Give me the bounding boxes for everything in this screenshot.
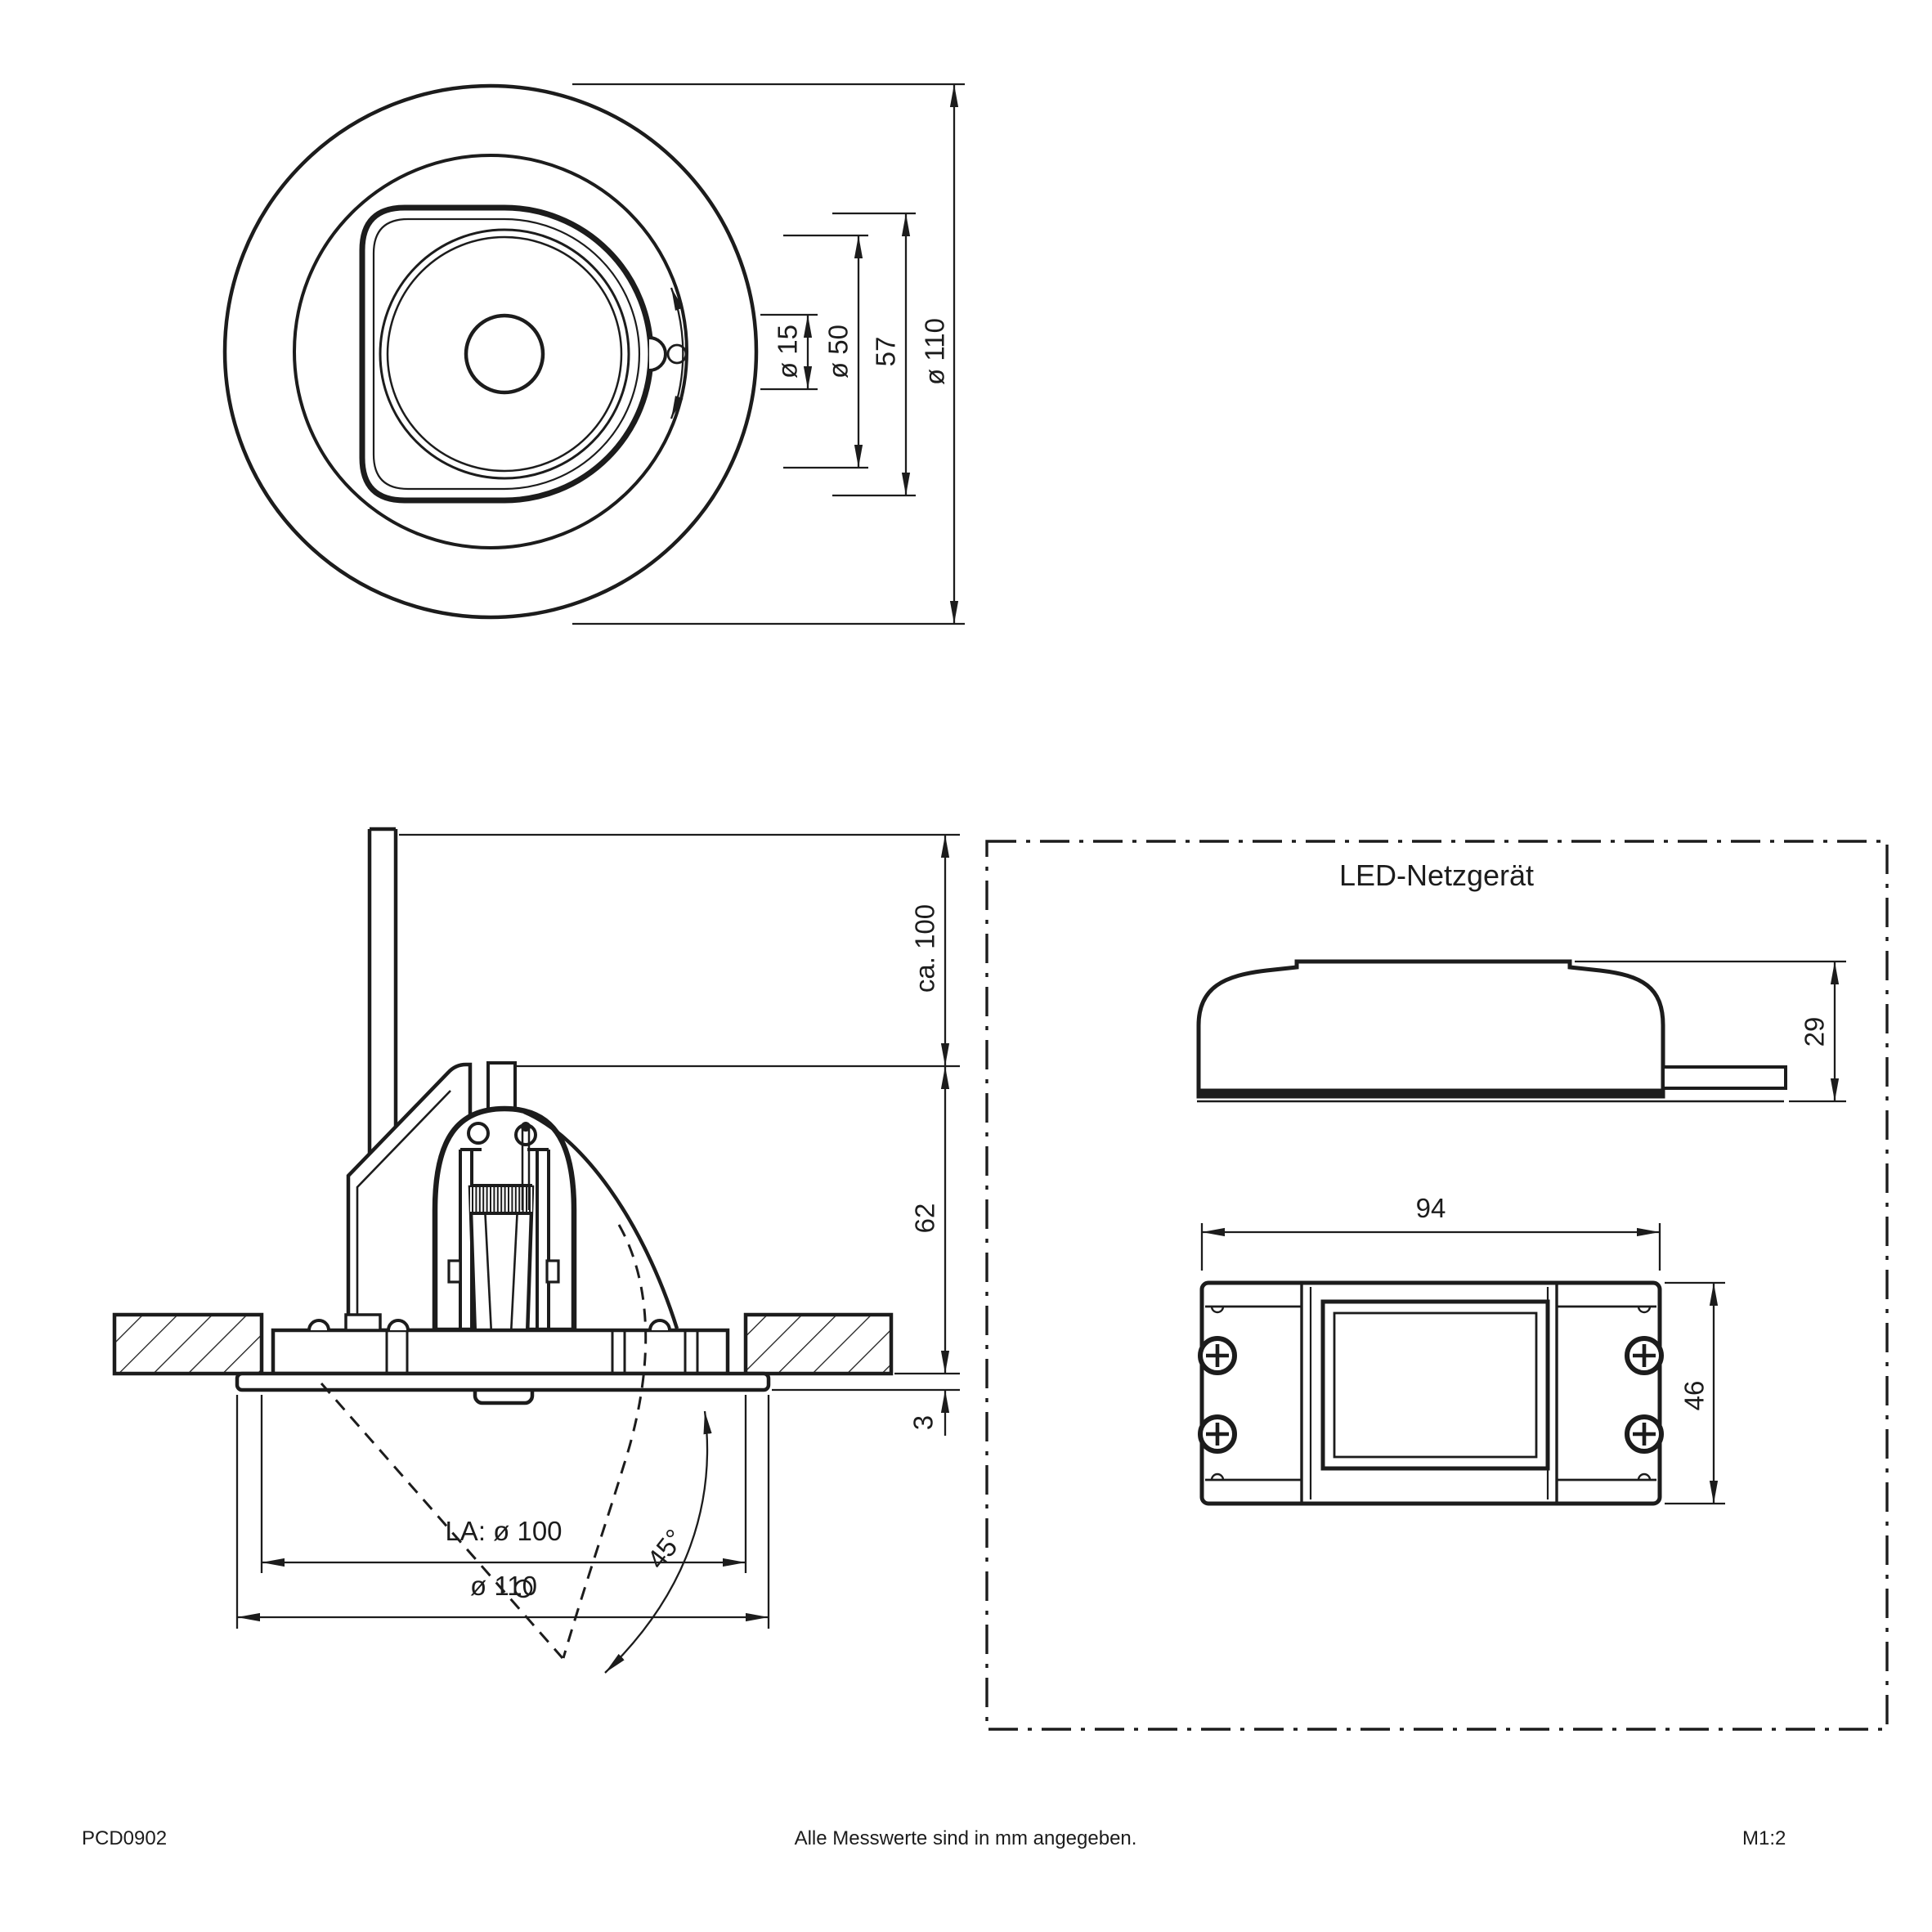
ceiling-section-left [114, 1315, 262, 1374]
housing-base-band [273, 1330, 728, 1374]
gimbal-insert-outline [362, 208, 651, 500]
housing-lug [650, 1320, 670, 1330]
plate-foot-block [346, 1315, 380, 1330]
drawing-number: PCD0902 [82, 1827, 168, 1849]
screw-icon [1200, 1417, 1235, 1451]
dim-label-3: 3 [908, 1414, 939, 1431]
dim-label-46: 46 [1679, 1380, 1710, 1411]
screw-icon [1627, 1338, 1661, 1373]
psu-cable-exit [1663, 1067, 1786, 1088]
psu-panel [987, 841, 1887, 1729]
top-view [225, 84, 965, 624]
dim-label-94: 94 [1415, 1193, 1446, 1223]
adjust-knob [649, 338, 666, 370]
screw-icon [1200, 1338, 1235, 1373]
adjust-pin-head [521, 1122, 531, 1132]
ceiling-section-right [746, 1315, 891, 1374]
yoke-side-tab [449, 1261, 460, 1282]
arch-hole [468, 1123, 488, 1143]
psu-title: LED-Netzgerät [1338, 858, 1535, 892]
dim-label-ca100: ca. 100 [909, 903, 940, 993]
screw-icon [1627, 1417, 1661, 1451]
dim-label-d110-section: ø 110 [470, 1571, 537, 1601]
dim-label-angle: 45° [640, 1523, 690, 1575]
dim-label-d110-top: ø 110 [919, 318, 950, 385]
dim-label-57: 57 [870, 336, 901, 367]
housing-lug [309, 1320, 329, 1330]
psu-label-window-inner [1334, 1313, 1536, 1457]
units-note: Alle Messwerte sind in mm angegeben. [794, 1827, 1137, 1849]
dim-label-62: 62 [909, 1203, 940, 1234]
psu-side-body [1199, 962, 1663, 1096]
footer [82, 1827, 1786, 1849]
dim-label-d50: ø 50 [823, 324, 854, 379]
dim-label-d15: ø 15 [772, 324, 803, 379]
housing-lug [388, 1320, 408, 1330]
section-view [114, 829, 960, 1673]
dim-label-la: LA: ø 100 [445, 1516, 563, 1546]
dim-label-29: 29 [1799, 1016, 1830, 1047]
trim-flange [237, 1374, 769, 1390]
scale-label: M1:2 [1742, 1827, 1786, 1849]
yoke-side-tab [547, 1261, 558, 1282]
